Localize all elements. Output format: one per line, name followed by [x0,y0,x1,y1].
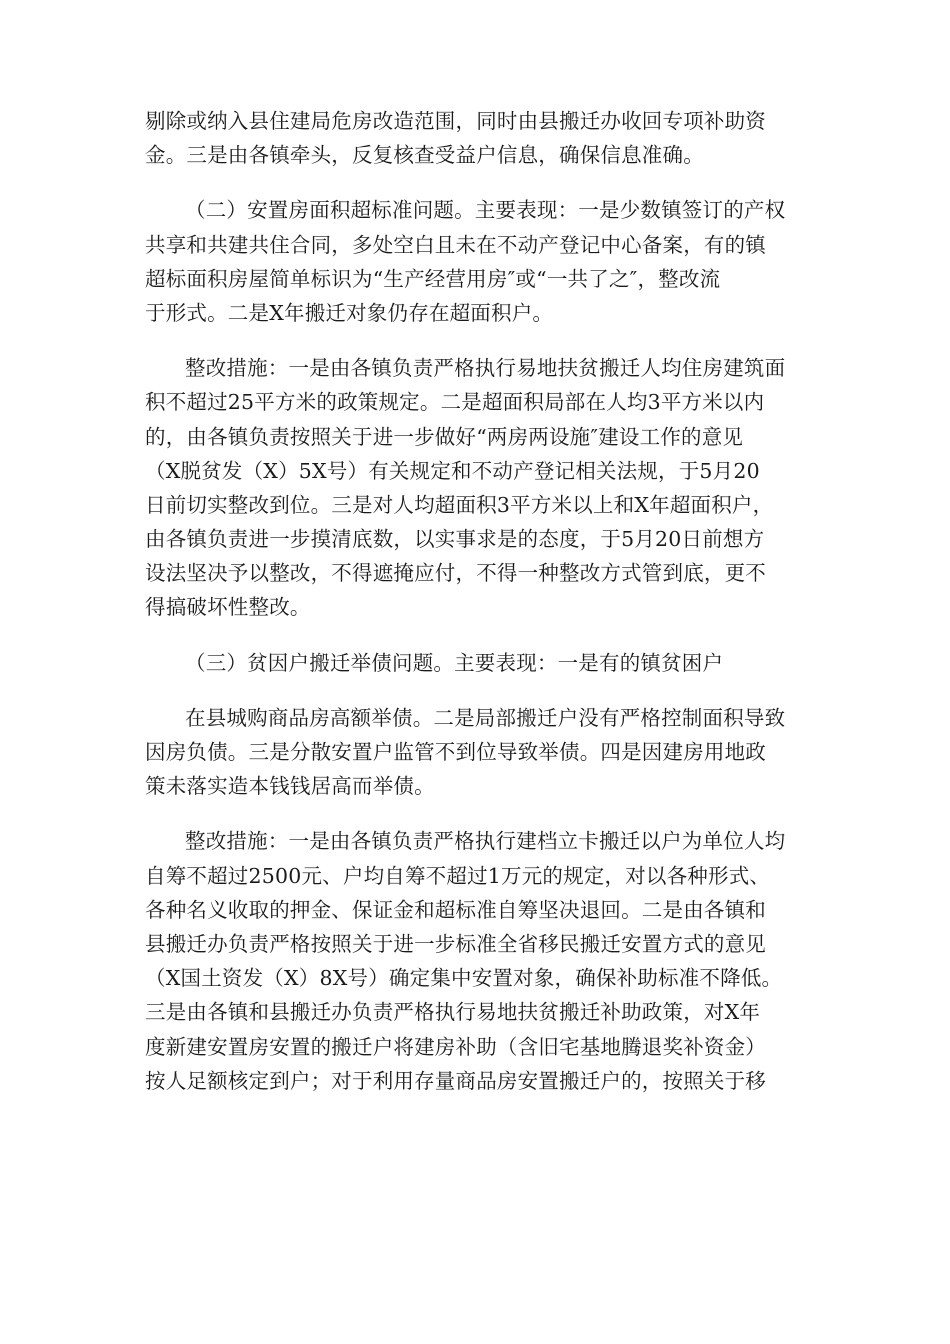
text-line: （X国土资发（X）8X号）确定集中安置对象，确保补助标准不降低。 [145,966,783,991]
text-line: 日前切实整改到位。三是对人均超面积3平方米以上和X年超面积户， [145,492,774,517]
text-line: 按人足额核定到户；对于利用存量商品房安置搬迁户的，按照关于移 [145,1068,766,1093]
paragraph-2 [145,193,807,330]
text-line: 设法坚决予以整改，不得遮掩应付，不得一种整改方式管到底，更不 [145,561,766,586]
text-line: 度新建安置房安置的搬迁户将建房补助（含旧宅基地腾退奖补资金） [145,1034,766,1059]
text-line: 整改措施：一是由各镇负责严格执行建档立卡搬迁以户为单位人均 [185,829,786,854]
text-line: 金。三是由各镇牵头，反复核查受益户信息，确保信息准确。 [145,143,704,168]
text-line: 策未落实造本钱钱居高而举债。 [145,774,435,799]
paragraph-1 [145,104,807,172]
text-line: 积不超过25平方米的政策规定。二是超面积局部在人均3平方米以内 [145,390,765,415]
text-line: 整改措施：一是由各镇负责严格执行易地扶贫搬迁人均住房建筑面 [185,356,786,381]
text-line: 得搞破坏性整改。 [145,595,311,620]
text-line: 因房负债。三是分散安置户监管不到位导致举债。四是因建房用地政 [145,740,766,764]
text-line: （三）贫因户搬迁举债问题。主要表现：一是有的镇贫困户 [185,650,724,675]
text-line: 超标面积房屋简单标识为“生产经营用房″或“一共了之″，整改流 [145,266,721,291]
text-line: 由各镇负责进一步摸清底数，以实事求是的态度，于5月20日前想方 [145,527,765,552]
text-line: （X脱贫发（X）5X号）有关规定和不动产登记相关法规，于5月20 [145,458,760,483]
paragraph-6 [145,824,807,1098]
text-line: 在县城购商品房高额举债。二是局部搬迁户没有严格控制面积导致 [185,705,786,730]
text-line: 共享和共建共住合同，多处空白且未在不动产登记中心备案，有的镇 [145,232,766,257]
document-page [145,104,807,1119]
text-line: 三是由各镇和县搬迁办负责严格执行易地扶贫搬迁补助政策，对X年 [145,1000,761,1025]
text-line: 县搬迁办负责严格按照关于进一步标准全省移民搬迁安置方式的意见 [145,931,766,956]
text-line: 的，由各镇负责按照关于进一步做好“两房两设施″建设工作的意见 [145,424,744,449]
text-line: 于形式。二是X年搬迁对象仍存在超面积户。 [145,300,554,325]
text-line: 自筹不超过2500元、户均自筹不超过1万元的规定，对以各种形式、 [145,863,771,888]
paragraph-3 [145,351,807,625]
paragraph-5 [145,701,807,804]
text-line: （二）安置房面积超标准问题。主要表现：一是少数镇签订的产权 [185,198,786,223]
text-line: 剔除或纳入县住建局危房改造范围，同时由县搬迁办收回专项补助资 [145,109,766,133]
text-line: 各种名义收取的押金、保证金和超标准自筹坚决退回。二是由各镇和 [145,897,766,922]
paragraph-4 [145,646,807,680]
